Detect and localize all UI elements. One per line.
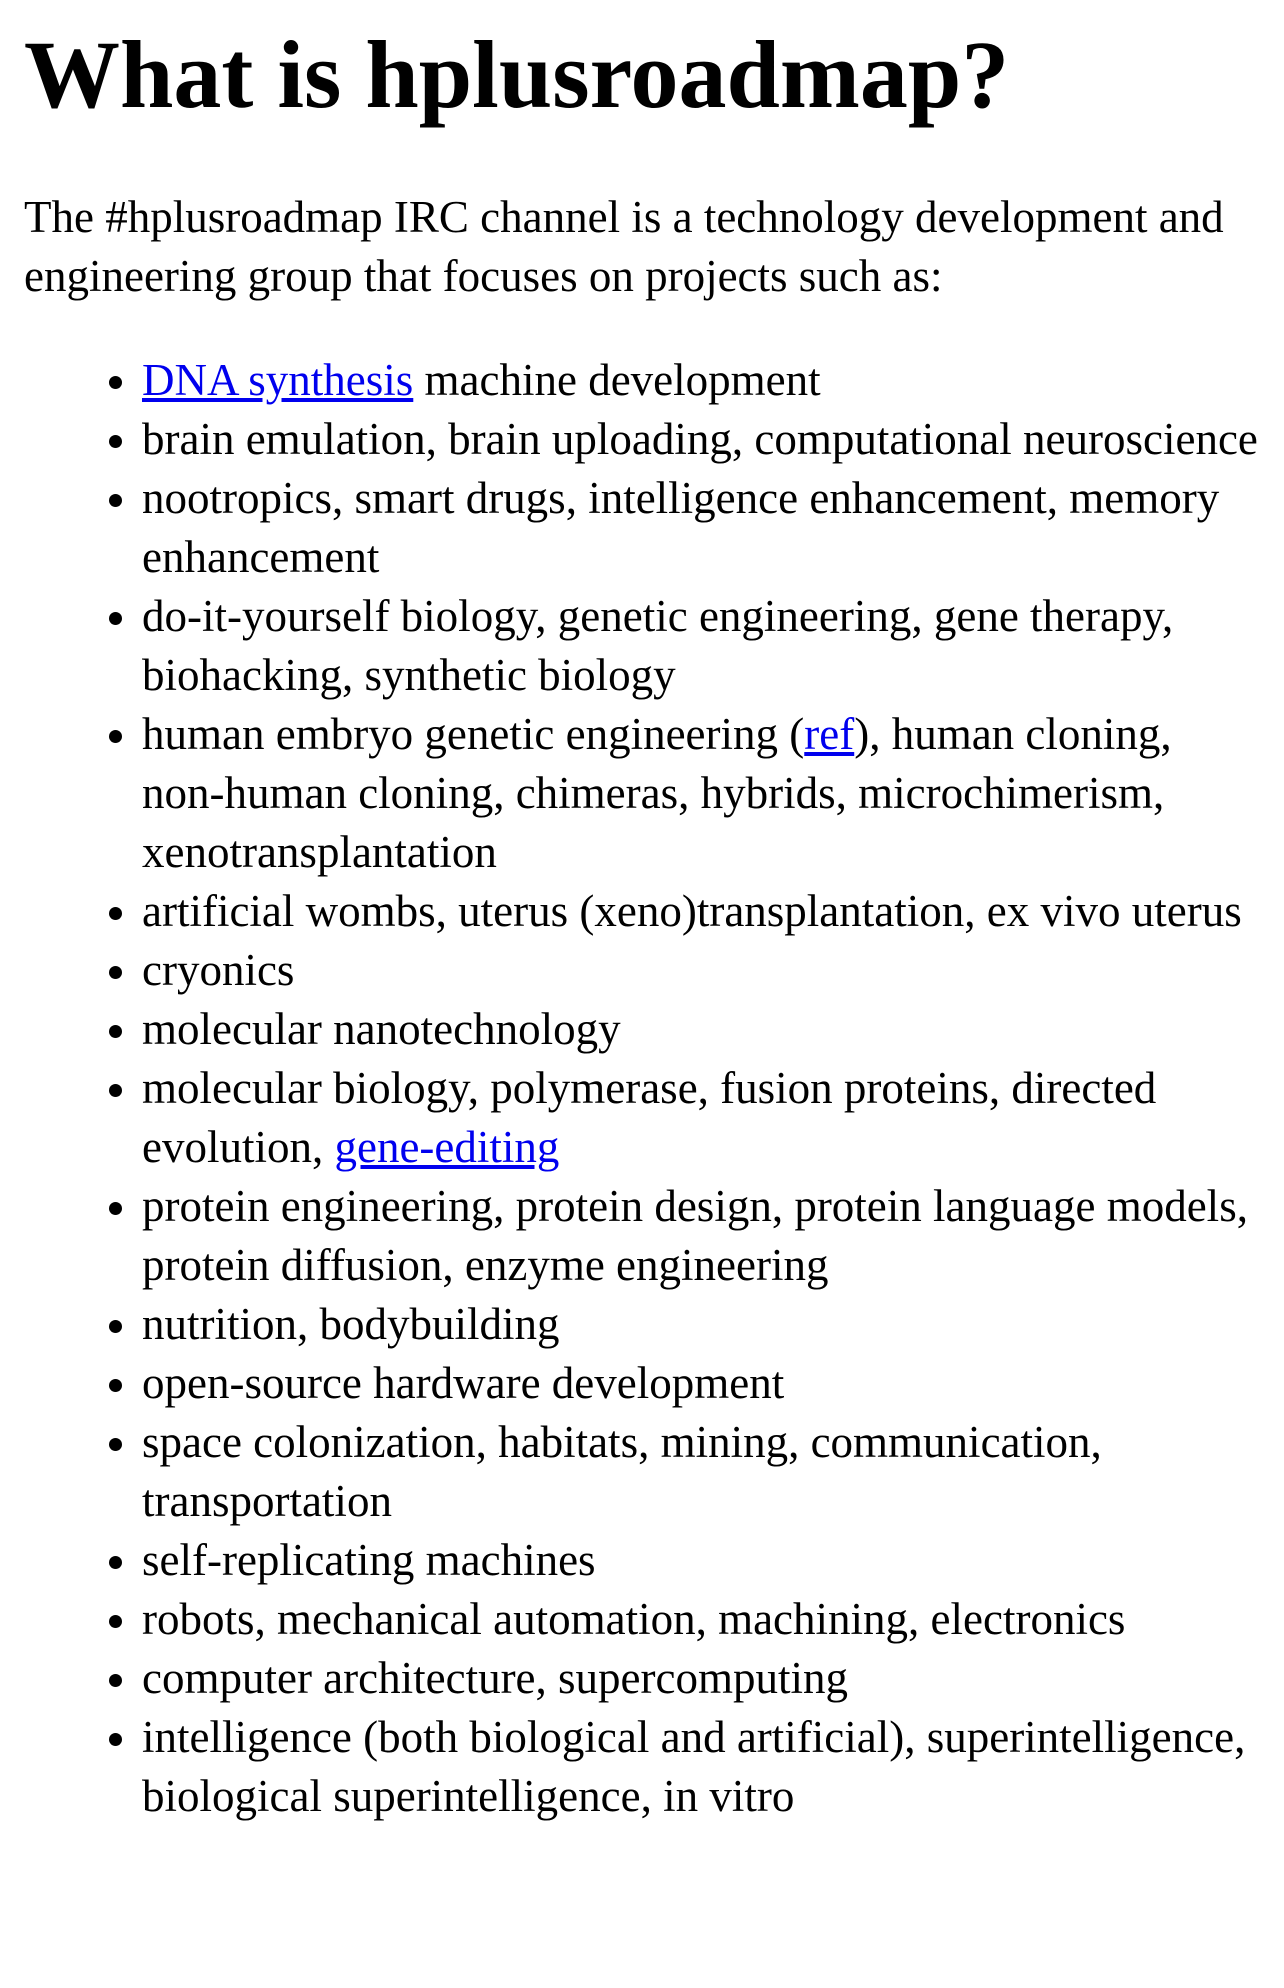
topic-text: do-it-yourself biology, genetic engineering, gene therapy, biohacking, synthetic biology bbox=[142, 590, 1174, 700]
gene-editing-link[interactable]: gene-editing bbox=[334, 1121, 560, 1172]
topic-item bbox=[142, 1649, 1260, 1708]
topic-item bbox=[142, 1059, 1260, 1177]
topic-item bbox=[142, 410, 1260, 469]
topic-item bbox=[142, 587, 1260, 705]
topic-text: artificial wombs, uterus (xeno)transplantation, ex vivo uterus bbox=[142, 885, 1242, 936]
topic-item bbox=[142, 705, 1260, 882]
topic-item bbox=[142, 1295, 1260, 1354]
topic-item bbox=[142, 1590, 1260, 1649]
topic-text: open-source hardware development bbox=[142, 1357, 785, 1408]
topic-text: brain emulation, brain uploading, computational neuroscience bbox=[142, 413, 1258, 464]
topic-item bbox=[142, 1531, 1260, 1590]
topic-text: self-replicating machines bbox=[142, 1534, 596, 1585]
topic-item bbox=[142, 1177, 1260, 1295]
topic-text: space colonization, habitats, mining, communication, transportation bbox=[142, 1416, 1102, 1526]
topic-text: computer architecture, supercomputing bbox=[142, 1652, 848, 1703]
topic-text: machine development bbox=[413, 354, 821, 405]
topic-item bbox=[142, 469, 1260, 587]
topic-text: robots, mechanical automation, machining, electronics bbox=[142, 1593, 1126, 1644]
topics-list bbox=[24, 351, 1260, 1826]
topic-text: protein engineering, protein design, protein language models, protein diffusion, enzyme engineering bbox=[142, 1180, 1248, 1290]
topic-item bbox=[142, 1354, 1260, 1413]
topic-item bbox=[142, 1413, 1260, 1531]
topic-text: human embryo genetic engineering ( bbox=[142, 708, 805, 759]
topic-item bbox=[142, 882, 1260, 941]
topic-item bbox=[142, 351, 1260, 410]
topic-text: molecular biology, polymerase, fusion proteins, directed evolution, bbox=[142, 1062, 1157, 1172]
topic-text: ), human cloning, non-human cloning, chimeras, hybrids, microchimerism, xenotransplantation bbox=[142, 708, 1172, 877]
dna-synthesis-link[interactable]: DNA synthesis bbox=[142, 354, 414, 405]
topic-item bbox=[142, 1000, 1260, 1059]
topic-item bbox=[142, 1708, 1260, 1826]
intro-paragraph: The #hplusroadmap IRC channel is a technology development and engineering group that focuses on projects such as: bbox=[24, 191, 1224, 301]
topic-text: intelligence (both biological and artificial), superintelligence, biological superintelligence, in vitro bbox=[142, 1711, 1246, 1821]
topic-text: cryonics bbox=[142, 944, 295, 995]
topic-text: molecular nanotechnology bbox=[142, 1003, 621, 1054]
topic-text: nutrition, bodybuilding bbox=[142, 1298, 560, 1349]
ref-link[interactable]: ref bbox=[804, 708, 855, 759]
page-title: What is hplusroadmap? bbox=[24, 21, 1010, 128]
topic-item bbox=[142, 941, 1260, 1000]
topic-text: nootropics, smart drugs, intelligence enhancement, memory enhancement bbox=[142, 472, 1220, 582]
